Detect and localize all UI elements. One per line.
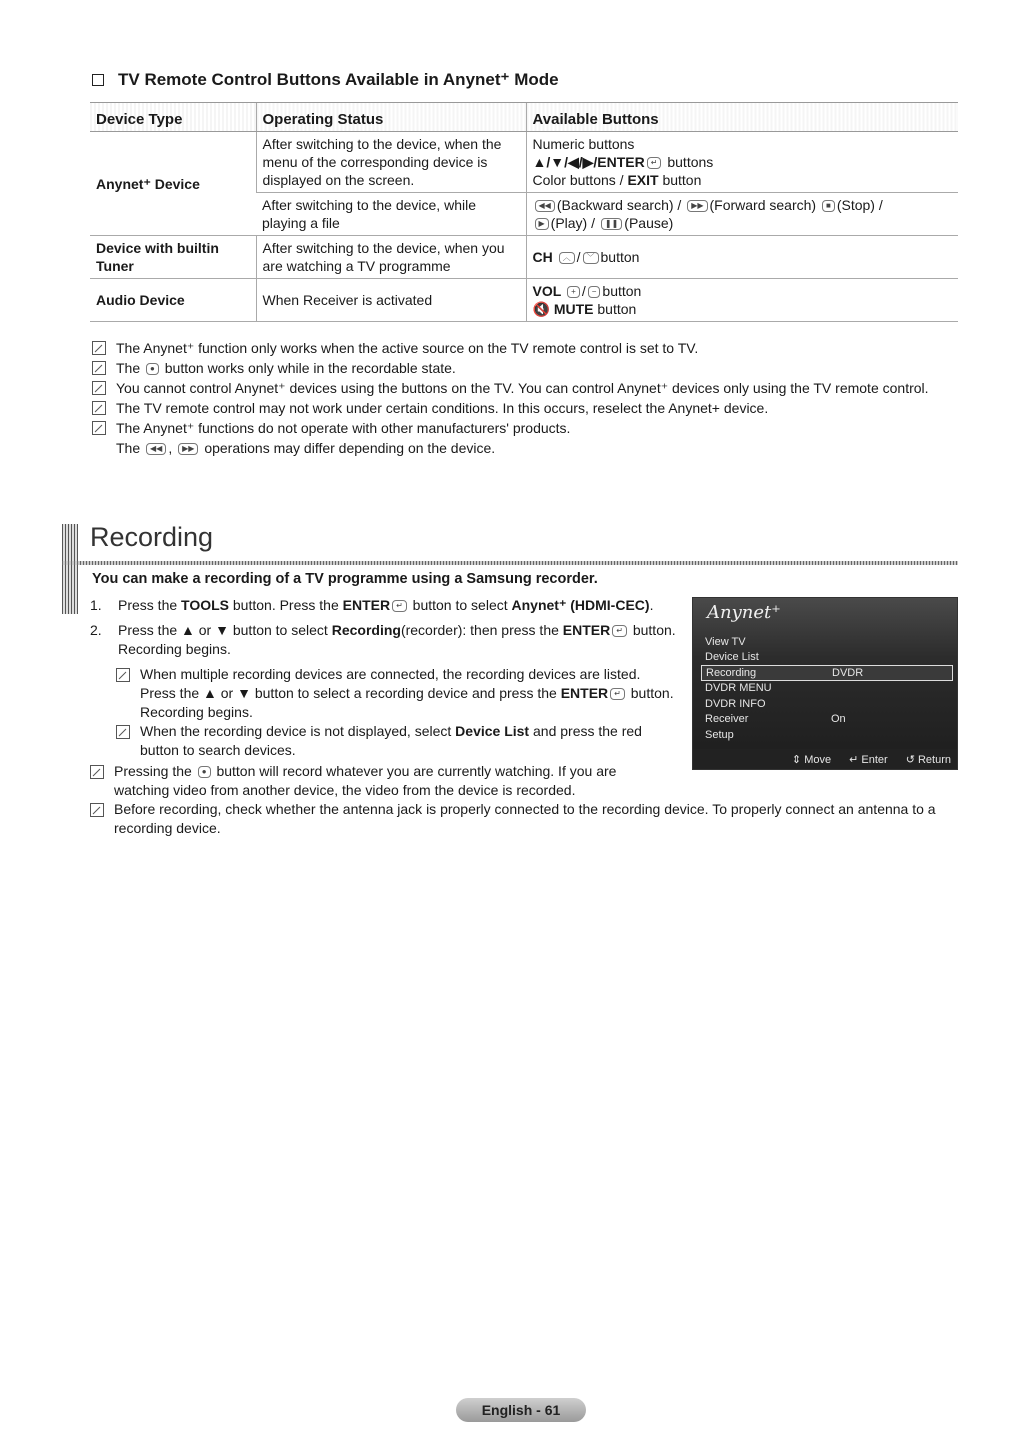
note-item: The TV remote control may not work under certain conditions. In this occurs, reselect the Anynet+ device. [92, 398, 972, 418]
osd-item-device-list[interactable]: Device List [705, 651, 759, 664]
note-icon [90, 803, 114, 817]
move-icon: ⇕ [791, 753, 802, 766]
volume-up-icon: + [567, 286, 580, 298]
stop-icon: ■ [822, 200, 835, 212]
divider [62, 561, 958, 565]
enter-icon: ↵ [610, 688, 625, 700]
buttons-line: Color buttons / EXIT button [532, 172, 702, 188]
enter-icon: ↵ [392, 600, 407, 612]
note-icon [90, 765, 114, 779]
anynet-osd-menu [692, 597, 958, 770]
backward-search-icon: ◀◀ [535, 200, 555, 212]
remote-buttons-table [90, 102, 958, 322]
checkbox-icon [92, 74, 104, 86]
recording-notes [90, 762, 960, 838]
status-cell: When Receiver is activated [256, 279, 526, 322]
note-icon [116, 668, 140, 682]
note-icon [92, 401, 116, 415]
recording-subtitle: You can make a recording of a TV programme using a Samsung recorder. [92, 571, 598, 587]
step-1: 1. Press the TOOLS button. Press the ENTER ↵ button to select Anynet⁺ (HDMI-CEC). [90, 597, 654, 613]
return-icon: ↺ [905, 753, 915, 766]
channel-down-icon: ﹀ [583, 252, 599, 264]
osd-item-dvdr-info[interactable]: DVDR INFO [705, 697, 766, 710]
device-type-anynet: Anynet⁺ Device [90, 132, 256, 236]
fast-forward-icon: ▶▶ [178, 443, 198, 455]
note-item: The Anynet⁺ functions do not operate with other manufacturers' products. The ◀◀ , ▶▶ operations may differ depending on the device. [92, 418, 972, 458]
note-icon [92, 421, 116, 435]
status-cell: After switching to the device, when you are watching a TV programme [256, 236, 526, 279]
step-2: 2. Press the ▲ or ▼ button to select Recording(recorder): then press the ENTER ↵ button. Recording begins. [90, 622, 676, 657]
record-icon: ● [198, 766, 211, 778]
header-device-type: Device Type [90, 103, 256, 132]
buttons-cell [526, 132, 958, 193]
status-cell: After switching to the device, while playing a file [256, 193, 526, 236]
volume-down-icon: − [588, 286, 601, 298]
osd-item-receiver[interactable]: Receiver On [705, 713, 846, 726]
notes-list [92, 338, 972, 458]
osd-footer: ⇕ Move ↵ Enter ↺ Return [693, 749, 957, 769]
table-row [90, 279, 958, 322]
recording-steps [90, 596, 680, 760]
note-item: Pressing the ● button will record whatever you are currently watching. If you are watching video from another device, the video from the device is recorded. [90, 762, 650, 800]
anynet-logo: Anynet⁺ [707, 602, 781, 623]
device-type-tuner: Device with builtin Tuner [90, 236, 256, 279]
page-number: English - 61 [456, 1398, 586, 1422]
enter-icon: ↵ [849, 753, 859, 766]
device-type-audio: Audio Device [90, 279, 256, 322]
osd-item-view-tv[interactable]: View TV [705, 635, 746, 648]
buttons-cell: CH ︿ / ﹀ button [526, 236, 958, 279]
osd-item-dvdr-menu[interactable]: DVDR MENU [705, 682, 772, 695]
table-header-row [90, 103, 958, 132]
channel-up-icon: ︿ [559, 252, 575, 264]
note-item: The ● button works only while in the recordable state. [92, 358, 972, 378]
buttons-line: Numeric buttons [532, 136, 635, 152]
sub-note: When the recording device is not displayed, select Device List and press the red button to search devices. [116, 722, 680, 760]
table-row [90, 236, 958, 279]
note-icon [92, 361, 116, 375]
section-marker [62, 524, 78, 614]
enter-icon: ↵ [612, 625, 627, 637]
buttons-cell: VOL + / − button 🔇 MUTE button [526, 279, 958, 322]
sub-note: When multiple recording devices are connected, the recording devices are listed. Press the ▲ or ▼ button to select a recording device and press the ENTER ↵ button. Recording begins. [116, 665, 680, 722]
buttons-line: ▲/▼/◀/▶/ENTER ↵ buttons [532, 154, 714, 170]
osd-item-recording[interactable]: Recording DVDR [701, 665, 953, 681]
note-item: You cannot control Anynet⁺ devices using the buttons on the TV. You can control Anynet⁺ devices only using the TV remote control. [92, 378, 972, 398]
osd-menu-list [701, 634, 953, 743]
play-icon: ▶ [535, 218, 549, 230]
section-heading [92, 70, 559, 90]
mute-icon: 🔇 [532, 301, 550, 317]
header-available-buttons: Available Buttons [526, 103, 958, 132]
osd-item-setup[interactable]: Setup [705, 728, 734, 741]
pause-icon: ❚❚ [601, 218, 622, 230]
note-icon [92, 341, 116, 355]
forward-search-icon: ▶▶ [687, 200, 707, 212]
buttons-cell: ◀◀ (Backward search) / ▶▶ (Forward search) ■ (Stop) / ▶ (Play) / ❚❚ (Pause) [526, 193, 958, 236]
section-heading-text: TV Remote Control Buttons Available in Anynet⁺ Mode [118, 70, 559, 89]
recording-title: Recording [90, 522, 214, 552]
status-cell: After switching to the device, when the menu of the corresponding device is displayed on the screen. [256, 132, 526, 193]
note-icon [116, 725, 140, 739]
enter-icon: ↵ [647, 157, 662, 169]
note-icon [92, 381, 116, 395]
table-row [90, 132, 958, 193]
note-item: The Anynet⁺ function only works when the active source on the TV remote control is set to TV. [92, 338, 972, 358]
record-icon: ● [146, 363, 159, 375]
header-operating-status: Operating Status [256, 103, 526, 132]
rewind-icon: ◀◀ [146, 443, 166, 455]
note-item: Before recording, check whether the antenna jack is properly connected to the recording device. To properly connect an antenna to a recording device. [90, 800, 960, 838]
